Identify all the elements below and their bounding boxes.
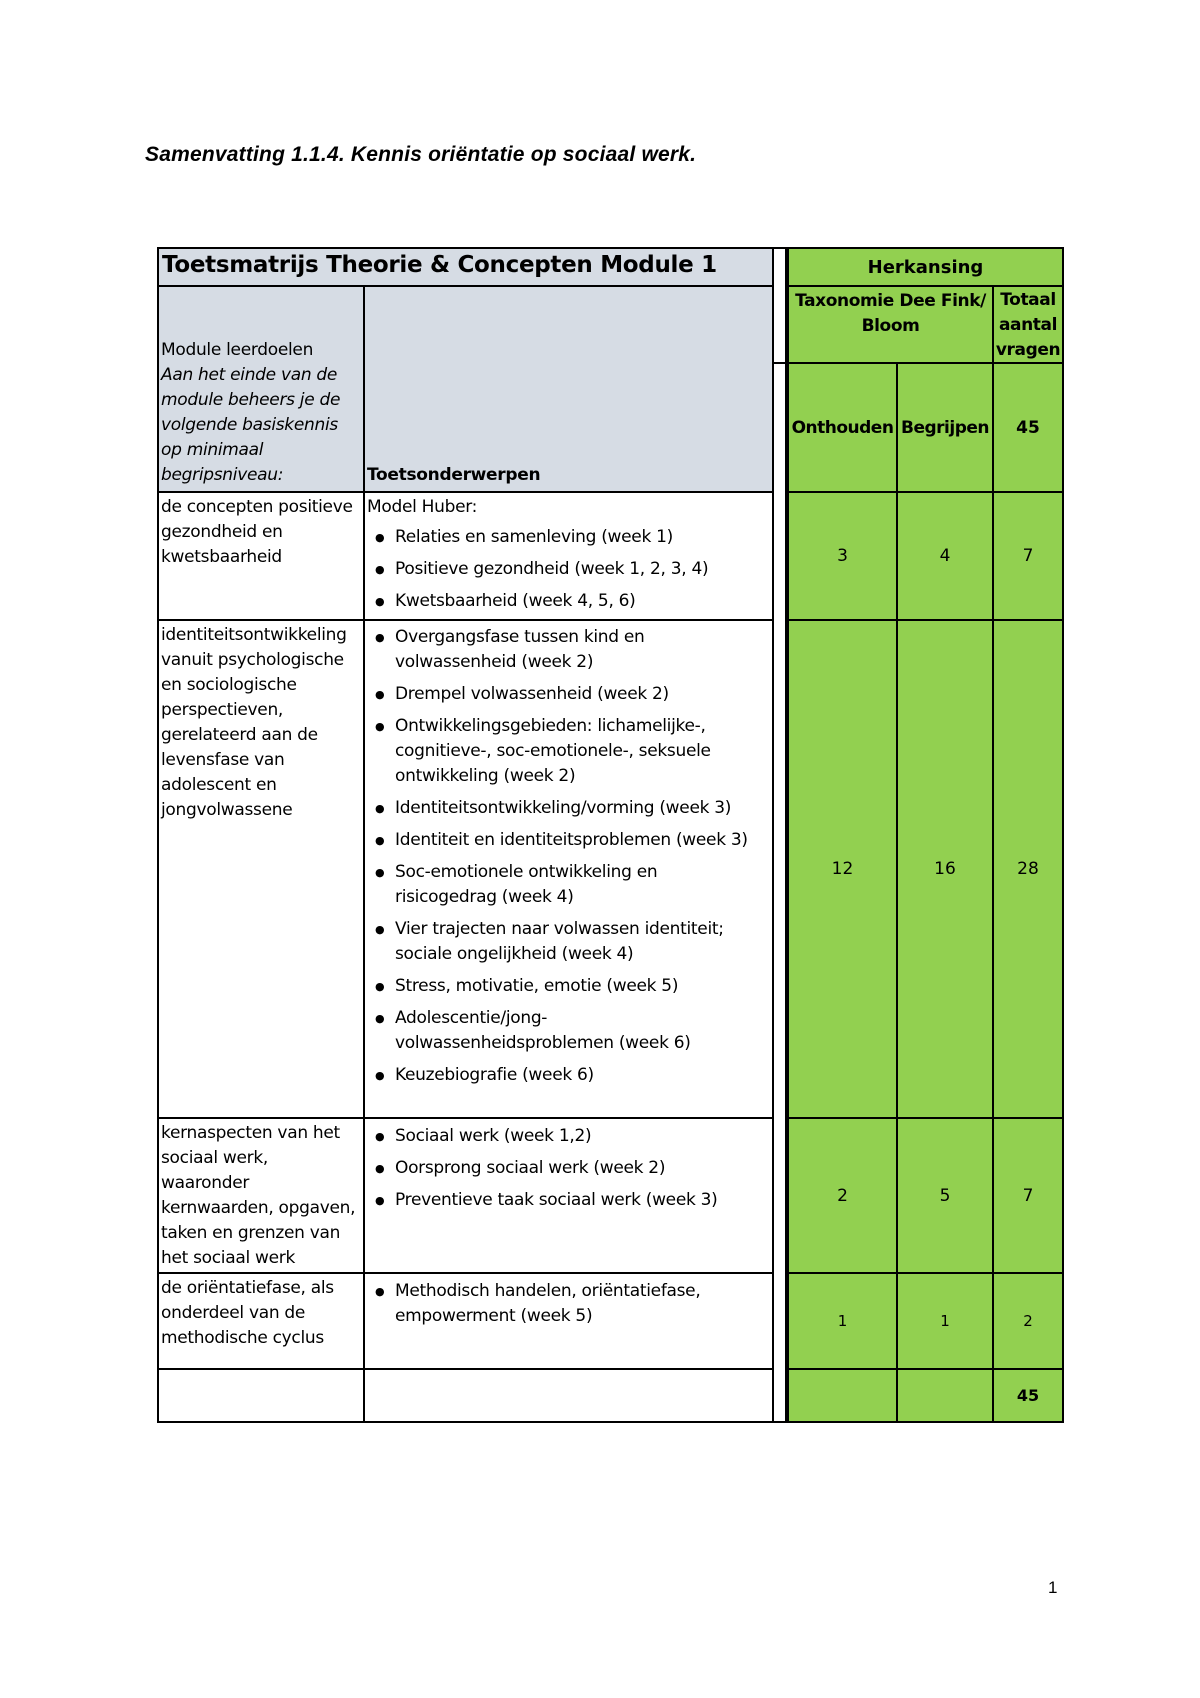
spacer-column-top [774, 247, 787, 364]
total-row-begrijpen [896, 1368, 994, 1423]
row-3-topics [363, 1117, 774, 1274]
begrijpen-header: Begrijpen [896, 362, 994, 493]
row-1-begrijpen: 4 [896, 491, 994, 621]
row-3-goal: kernaspecten van het sociaal werk, waaronder kernwaarden, opgaven, taken en grenzen van het sociaal werk [157, 1117, 365, 1274]
spacer-column [774, 362, 787, 1423]
row-2-begrijpen: 16 [896, 619, 994, 1119]
row-2-goal: identiteitsontwikkeling vanuit psychologische en sociologische perspectieven, gerelateerd aan de levensfase van adolescent en jongvolwassene [157, 619, 365, 1119]
row-2-topics [363, 619, 774, 1119]
matrix-title: Toetsmatrijs Theorie & Concepten Module 1 [157, 247, 774, 287]
header-total: 45 [992, 362, 1064, 493]
taxonomie-header: Taxonomie Dee Fink/ Bloom [787, 285, 994, 364]
row-4-begrijpen: 1 [896, 1272, 994, 1370]
topic-item: ● Adolescentie/jong-volwassenheidsproblemen (week 6) [395, 1006, 770, 1056]
topic-item: ● Methodisch handelen, oriëntatiefase, empowerment (week 5) [395, 1279, 770, 1329]
row-1-onthouden: 3 [787, 491, 898, 621]
goals-header [157, 285, 365, 493]
topic-item: ● Sociaal werk (week 1,2) [395, 1124, 770, 1149]
topic-item: ● Oorsprong sociaal werk (week 2) [395, 1156, 770, 1181]
toetsmatrijs-table [157, 247, 1064, 1423]
goals-header-label: Module leerdoelen [161, 340, 314, 360]
row-3-onthouden: 2 [787, 1117, 898, 1274]
topics-header-label: Toetsonderwerpen [367, 465, 541, 485]
totaal-header: Totaal aantal vragen [992, 285, 1064, 364]
grand-total: 45 [992, 1368, 1064, 1423]
topic-item: ● Keuzebiografie (week 6) [395, 1063, 770, 1088]
page-number: 1 [1048, 1578, 1058, 1597]
onthouden-header: Onthouden [787, 362, 898, 493]
row-2-onthouden: 12 [787, 619, 898, 1119]
topic-item: ● Ontwikkelingsgebieden: lichamelijke-, cognitieve-, soc-emotionele-, seksuele ontwikkeling (week 2) [395, 714, 770, 789]
topic-item: ● Relaties en samenleving (week 1) [395, 525, 770, 550]
document-title: Samenvatting 1.1.4. Kennis oriëntatie op sociaal werk. [145, 143, 697, 166]
goals-header-sub: Aan het einde van de module beheers je de volgende basiskennis op minimaal begripsniveau: [161, 365, 341, 485]
topic-item: ● Stress, motivatie, emotie (week 5) [395, 974, 770, 999]
row-4-goal: de oriëntatiefase, als onderdeel van de methodische cyclus [157, 1272, 365, 1370]
row-4-totaal: 2 [992, 1272, 1064, 1370]
topic-item: ● Preventieve taak sociaal werk (week 3) [395, 1188, 770, 1213]
total-row-goal [157, 1368, 365, 1423]
row-1-intro: Model Huber: [367, 497, 478, 517]
row-4-onthouden: 1 [787, 1272, 898, 1370]
topic-item: ● Kwetsbaarheid (week 4, 5, 6) [395, 589, 770, 614]
topic-item: ● Identiteitsontwikkeling/vorming (week 3) [395, 796, 770, 821]
topic-item: ● Drempel volwassenheid (week 2) [395, 682, 770, 707]
total-row-onthouden [787, 1368, 898, 1423]
topic-item: ● Positieve gezondheid (week 1, 2, 3, 4) [395, 557, 770, 582]
row-1-goal: de concepten positieve gezondheid en kwetsbaarheid [157, 491, 365, 621]
topic-item: ● Overgangsfase tussen kind en volwassenheid (week 2) [395, 625, 770, 675]
topic-item: ● Vier trajecten naar volwassen identiteit; sociale ongelijkheid (week 4) [395, 917, 770, 967]
topics-header [363, 285, 774, 493]
row-4-topics [363, 1272, 774, 1370]
row-3-begrijpen: 5 [896, 1117, 994, 1274]
row-3-totaal: 7 [992, 1117, 1064, 1274]
topic-item: ● Soc-emotionele ontwikkeling en risicogedrag (week 4) [395, 860, 770, 910]
row-1-totaal: 7 [992, 491, 1064, 621]
row-1-topics [363, 491, 774, 621]
total-row-topics [363, 1368, 774, 1423]
row-2-totaal: 28 [992, 619, 1064, 1119]
herkansing-header: Herkansing [787, 247, 1064, 287]
topic-item: ● Identiteit en identiteitsproblemen (week 3) [395, 828, 770, 853]
